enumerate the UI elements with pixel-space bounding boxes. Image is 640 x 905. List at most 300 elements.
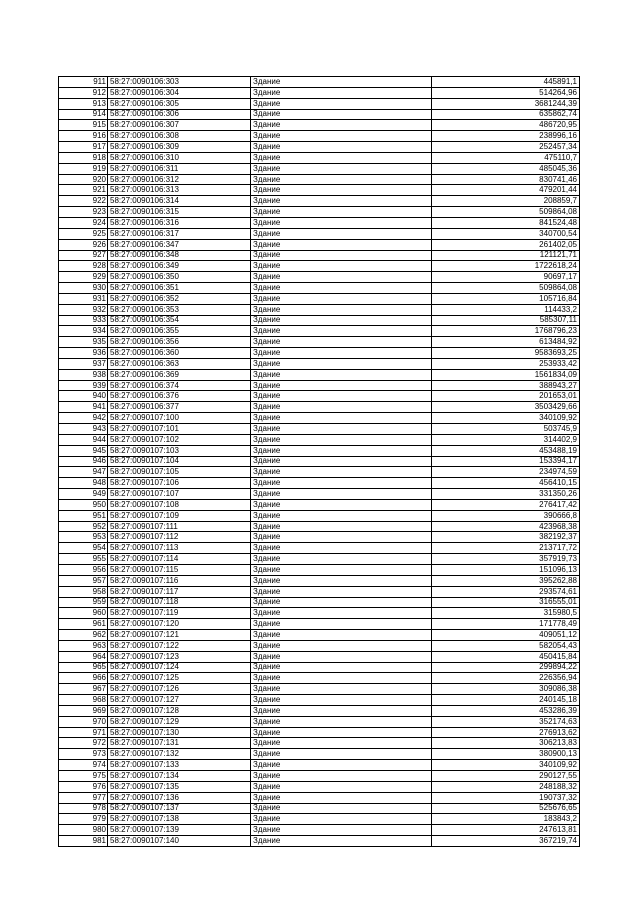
table-row xyxy=(59,98,580,109)
row-number-cell: 912 xyxy=(59,87,108,98)
row-number-cell: 970 xyxy=(59,716,108,727)
cadastral-value-cell: 456410,15 xyxy=(432,478,580,489)
table-row xyxy=(59,152,580,163)
cadastral-number-cell: 58:27:0090106:369 xyxy=(108,369,251,380)
cadastral-value-cell: 276913,62 xyxy=(432,727,580,738)
cadastral-value-cell: 514264,96 xyxy=(432,87,580,98)
object-type-cell: Здание xyxy=(251,402,432,413)
object-type-cell: Здание xyxy=(251,261,432,272)
table-row xyxy=(59,478,580,489)
row-number-cell: 965 xyxy=(59,662,108,673)
row-number-cell: 963 xyxy=(59,640,108,651)
cadastral-value-cell: 485045,36 xyxy=(432,163,580,174)
object-type-cell: Здание xyxy=(251,478,432,489)
cadastral-value-cell: 450415,84 xyxy=(432,651,580,662)
row-number-cell: 961 xyxy=(59,619,108,630)
object-type-cell: Здание xyxy=(251,543,432,554)
cadastral-number-cell: 58:27:0090107:109 xyxy=(108,510,251,521)
object-type-cell: Здание xyxy=(251,608,432,619)
cadastral-value-cell: 253933,42 xyxy=(432,358,580,369)
object-type-cell: Здание xyxy=(251,380,432,391)
table-row xyxy=(59,630,580,641)
object-type-cell: Здание xyxy=(251,293,432,304)
cadastral-number-cell: 58:27:0090106:374 xyxy=(108,380,251,391)
object-type-cell: Здание xyxy=(251,619,432,630)
table-row xyxy=(59,760,580,771)
cadastral-number-cell: 58:27:0090107:114 xyxy=(108,554,251,565)
table-row xyxy=(59,771,580,782)
row-number-cell: 929 xyxy=(59,272,108,283)
object-type-cell: Здание xyxy=(251,196,432,207)
row-number-cell: 937 xyxy=(59,358,108,369)
row-number-cell: 945 xyxy=(59,445,108,456)
cadastral-number-cell: 58:27:0090107:100 xyxy=(108,413,251,424)
cadastral-value-cell: 171778,49 xyxy=(432,619,580,630)
row-number-cell: 954 xyxy=(59,543,108,554)
cadastral-number-cell: 58:27:0090107:113 xyxy=(108,543,251,554)
object-type-cell: Здание xyxy=(251,174,432,185)
row-number-cell: 947 xyxy=(59,467,108,478)
cadastral-value-cell: 293574,61 xyxy=(432,586,580,597)
cadastral-number-cell: 58:27:0090107:126 xyxy=(108,684,251,695)
object-type-cell: Здание xyxy=(251,489,432,500)
document-sheet xyxy=(58,76,580,847)
row-number-cell: 959 xyxy=(59,597,108,608)
table-row xyxy=(59,792,580,803)
row-number-cell: 924 xyxy=(59,217,108,228)
row-number-cell: 968 xyxy=(59,695,108,706)
cadastral-value-cell: 213717,72 xyxy=(432,543,580,554)
row-number-cell: 951 xyxy=(59,510,108,521)
cadastral-number-cell: 58:27:0090106:348 xyxy=(108,250,251,261)
cadastral-value-cell: 151096,13 xyxy=(432,564,580,575)
row-number-cell: 975 xyxy=(59,771,108,782)
row-number-cell: 967 xyxy=(59,684,108,695)
table-row xyxy=(59,499,580,510)
row-number-cell: 972 xyxy=(59,738,108,749)
cadastral-number-cell: 58:27:0090107:125 xyxy=(108,673,251,684)
cadastral-value-cell: 340700,54 xyxy=(432,228,580,239)
row-number-cell: 946 xyxy=(59,456,108,467)
table-row xyxy=(59,543,580,554)
cadastral-number-cell: 58:27:0090106:304 xyxy=(108,87,251,98)
table-row xyxy=(59,250,580,261)
cadastral-value-cell: 299894,22 xyxy=(432,662,580,673)
table-row xyxy=(59,727,580,738)
table-row xyxy=(59,380,580,391)
row-number-cell: 935 xyxy=(59,337,108,348)
row-number-cell: 916 xyxy=(59,131,108,142)
object-type-cell: Здание xyxy=(251,163,432,174)
cadastral-value-cell: 114433,2 xyxy=(432,304,580,315)
cadastral-number-cell: 58:27:0090107:116 xyxy=(108,575,251,586)
cadastral-value-cell: 240145,18 xyxy=(432,695,580,706)
cadastral-number-cell: 58:27:0090107:127 xyxy=(108,695,251,706)
table-row xyxy=(59,510,580,521)
cadastral-number-cell: 58:27:0090106:350 xyxy=(108,272,251,283)
table-row xyxy=(59,673,580,684)
object-type-cell: Здание xyxy=(251,228,432,239)
cadastral-value-cell: 390666,8 xyxy=(432,510,580,521)
cadastral-number-cell: 58:27:0090107:119 xyxy=(108,608,251,619)
cadastral-value-cell: 388943,27 xyxy=(432,380,580,391)
table-row xyxy=(59,87,580,98)
cadastral-value-cell: 841524,48 xyxy=(432,217,580,228)
table-row xyxy=(59,261,580,272)
object-type-cell: Здание xyxy=(251,716,432,727)
row-number-cell: 939 xyxy=(59,380,108,391)
cadastral-value-cell: 582054,43 xyxy=(432,640,580,651)
object-type-cell: Здание xyxy=(251,532,432,543)
object-type-cell: Здание xyxy=(251,597,432,608)
cadastral-value-cell: 290127,55 xyxy=(432,771,580,782)
cadastral-value-cell: 1768796,23 xyxy=(432,326,580,337)
row-number-cell: 915 xyxy=(59,120,108,131)
object-type-cell: Здание xyxy=(251,369,432,380)
row-number-cell: 948 xyxy=(59,478,108,489)
cadastral-number-cell: 58:27:0090107:135 xyxy=(108,781,251,792)
cadastral-value-cell: 340109,92 xyxy=(432,413,580,424)
row-number-cell: 944 xyxy=(59,434,108,445)
row-number-cell: 913 xyxy=(59,98,108,109)
cadastral-number-cell: 58:27:0090106:303 xyxy=(108,77,251,88)
cadastral-number-cell: 58:27:0090107:139 xyxy=(108,825,251,836)
table-row xyxy=(59,467,580,478)
row-number-cell: 921 xyxy=(59,185,108,196)
table-row xyxy=(59,814,580,825)
cadastral-value-cell: 316555,01 xyxy=(432,597,580,608)
cadastral-value-cell: 503745,9 xyxy=(432,424,580,435)
cadastral-value-cell: 238996,16 xyxy=(432,131,580,142)
row-number-cell: 942 xyxy=(59,413,108,424)
row-number-cell: 952 xyxy=(59,521,108,532)
cadastral-value-cell: 90697,17 xyxy=(432,272,580,283)
object-type-cell: Здание xyxy=(251,467,432,478)
table-row xyxy=(59,836,580,847)
cadastral-number-cell: 58:27:0090107:133 xyxy=(108,760,251,771)
object-type-cell: Здание xyxy=(251,456,432,467)
row-number-cell: 928 xyxy=(59,261,108,272)
row-number-cell: 931 xyxy=(59,293,108,304)
cadastral-number-cell: 58:27:0090106:377 xyxy=(108,402,251,413)
object-type-cell: Здание xyxy=(251,749,432,760)
cadastral-number-cell: 58:27:0090106:310 xyxy=(108,152,251,163)
row-number-cell: 938 xyxy=(59,369,108,380)
cadastral-value-cell: 486720,95 xyxy=(432,120,580,131)
object-type-cell: Здание xyxy=(251,87,432,98)
cadastral-number-cell: 58:27:0090106:311 xyxy=(108,163,251,174)
cadastral-number-cell: 58:27:0090106:347 xyxy=(108,239,251,250)
cadastral-value-cell: 314402,9 xyxy=(432,434,580,445)
object-type-cell: Здание xyxy=(251,109,432,120)
cadastral-value-cell: 357919,73 xyxy=(432,554,580,565)
object-type-cell: Здание xyxy=(251,803,432,814)
row-number-cell: 911 xyxy=(59,77,108,88)
table-row xyxy=(59,695,580,706)
object-type-cell: Здание xyxy=(251,792,432,803)
row-number-cell: 920 xyxy=(59,174,108,185)
row-number-cell: 969 xyxy=(59,705,108,716)
cadastral-number-cell: 58:27:0090106:308 xyxy=(108,131,251,142)
table-row xyxy=(59,196,580,207)
row-number-cell: 979 xyxy=(59,814,108,825)
row-number-cell: 941 xyxy=(59,402,108,413)
table-row xyxy=(59,445,580,456)
object-type-cell: Здание xyxy=(251,250,432,261)
row-number-cell: 978 xyxy=(59,803,108,814)
table-row xyxy=(59,575,580,586)
cadastral-number-cell: 58:27:0090106:360 xyxy=(108,348,251,359)
row-number-cell: 927 xyxy=(59,250,108,261)
table-row xyxy=(59,337,580,348)
row-number-cell: 914 xyxy=(59,109,108,120)
table-row xyxy=(59,684,580,695)
row-number-cell: 956 xyxy=(59,564,108,575)
object-type-cell: Здание xyxy=(251,413,432,424)
cadastral-value-cell: 340109,92 xyxy=(432,760,580,771)
table-row xyxy=(59,131,580,142)
object-type-cell: Здание xyxy=(251,424,432,435)
table-row xyxy=(59,217,580,228)
cadastral-number-cell: 58:27:0090107:128 xyxy=(108,705,251,716)
cadastral-number-cell: 58:27:0090107:120 xyxy=(108,619,251,630)
table-row xyxy=(59,554,580,565)
row-number-cell: 917 xyxy=(59,142,108,153)
table-row xyxy=(59,185,580,196)
object-type-cell: Здание xyxy=(251,337,432,348)
row-number-cell: 923 xyxy=(59,207,108,218)
cadastral-number-cell: 58:27:0090107:122 xyxy=(108,640,251,651)
table-row xyxy=(59,326,580,337)
cadastral-number-cell: 58:27:0090106:309 xyxy=(108,142,251,153)
table-row xyxy=(59,749,580,760)
object-type-cell: Здание xyxy=(251,207,432,218)
row-number-cell: 930 xyxy=(59,283,108,294)
row-number-cell: 919 xyxy=(59,163,108,174)
row-number-cell: 949 xyxy=(59,489,108,500)
object-type-cell: Здание xyxy=(251,836,432,847)
row-number-cell: 957 xyxy=(59,575,108,586)
cadastral-value-cell: 183843,2 xyxy=(432,814,580,825)
cadastral-value-cell: 276417,42 xyxy=(432,499,580,510)
table-row xyxy=(59,77,580,88)
table-row xyxy=(59,293,580,304)
cadastral-number-cell: 58:27:0090106:313 xyxy=(108,185,251,196)
row-number-cell: 943 xyxy=(59,424,108,435)
table-row xyxy=(59,651,580,662)
table-row xyxy=(59,358,580,369)
cadastral-number-cell: 58:27:0090106:355 xyxy=(108,326,251,337)
cadastral-number-cell: 58:27:0090107:101 xyxy=(108,424,251,435)
cadastral-number-cell: 58:27:0090106:306 xyxy=(108,109,251,120)
cadastral-number-cell: 58:27:0090107:137 xyxy=(108,803,251,814)
object-type-cell: Здание xyxy=(251,272,432,283)
cadastral-number-cell: 58:27:0090106:314 xyxy=(108,196,251,207)
row-number-cell: 925 xyxy=(59,228,108,239)
cadastral-number-cell: 58:27:0090106:356 xyxy=(108,337,251,348)
table-row xyxy=(59,369,580,380)
cadastral-number-cell: 58:27:0090107:123 xyxy=(108,651,251,662)
object-type-cell: Здание xyxy=(251,315,432,326)
table-row xyxy=(59,120,580,131)
cadastral-value-cell: 509864,08 xyxy=(432,283,580,294)
object-type-cell: Здание xyxy=(251,434,432,445)
cadastral-value-cell: 409051,12 xyxy=(432,630,580,641)
cadastral-number-cell: 58:27:0090106:312 xyxy=(108,174,251,185)
cadastral-value-cell: 479201,44 xyxy=(432,185,580,196)
cadastral-number-cell: 58:27:0090107:111 xyxy=(108,521,251,532)
row-number-cell: 950 xyxy=(59,499,108,510)
object-type-cell: Здание xyxy=(251,283,432,294)
table-row xyxy=(59,825,580,836)
row-number-cell: 940 xyxy=(59,391,108,402)
object-type-cell: Здание xyxy=(251,564,432,575)
cadastral-value-cell: 382192,37 xyxy=(432,532,580,543)
cadastral-value-cell: 423968,38 xyxy=(432,521,580,532)
cadastral-number-cell: 58:27:0090107:130 xyxy=(108,727,251,738)
cadastral-number-cell: 58:27:0090106:376 xyxy=(108,391,251,402)
object-type-cell: Здание xyxy=(251,727,432,738)
row-number-cell: 922 xyxy=(59,196,108,207)
table-row xyxy=(59,315,580,326)
row-number-cell: 953 xyxy=(59,532,108,543)
table-row xyxy=(59,662,580,673)
row-number-cell: 933 xyxy=(59,315,108,326)
row-number-cell: 962 xyxy=(59,630,108,641)
cadastral-number-cell: 58:27:0090106:349 xyxy=(108,261,251,272)
cadastral-value-cell: 331350,26 xyxy=(432,489,580,500)
cadastral-value-cell: 247613,81 xyxy=(432,825,580,836)
cadastral-number-cell: 58:27:0090107:108 xyxy=(108,499,251,510)
object-type-cell: Здание xyxy=(251,131,432,142)
cadastral-number-cell: 58:27:0090107:118 xyxy=(108,597,251,608)
cadastral-number-cell: 58:27:0090107:106 xyxy=(108,478,251,489)
cadastral-number-cell: 58:27:0090106:317 xyxy=(108,228,251,239)
object-type-cell: Здание xyxy=(251,825,432,836)
row-number-cell: 977 xyxy=(59,792,108,803)
cadastral-number-cell: 58:27:0090107:112 xyxy=(108,532,251,543)
table-row xyxy=(59,597,580,608)
table-row xyxy=(59,564,580,575)
cadastral-value-cell: 1722618,24 xyxy=(432,261,580,272)
cadastral-number-cell: 58:27:0090107:121 xyxy=(108,630,251,641)
cadastral-value-cell: 234974,59 xyxy=(432,467,580,478)
object-type-cell: Здание xyxy=(251,98,432,109)
object-type-cell: Здание xyxy=(251,239,432,250)
cadastral-number-cell: 58:27:0090107:136 xyxy=(108,792,251,803)
cadastral-number-cell: 58:27:0090106:354 xyxy=(108,315,251,326)
object-type-cell: Здание xyxy=(251,695,432,706)
cadastral-number-cell: 58:27:0090107:103 xyxy=(108,445,251,456)
cadastral-value-cell: 509864,08 xyxy=(432,207,580,218)
cadastral-value-cell: 208859,7 xyxy=(432,196,580,207)
table-row xyxy=(59,434,580,445)
cadastral-value-cell: 367219,74 xyxy=(432,836,580,847)
object-type-cell: Здание xyxy=(251,77,432,88)
cadastral-value-cell: 252457,34 xyxy=(432,142,580,153)
table-row xyxy=(59,283,580,294)
object-type-cell: Здание xyxy=(251,185,432,196)
table-row xyxy=(59,619,580,630)
cadastral-value-cell: 525676,65 xyxy=(432,803,580,814)
table-row xyxy=(59,239,580,250)
cadastral-number-cell: 58:27:0090107:138 xyxy=(108,814,251,825)
row-number-cell: 966 xyxy=(59,673,108,684)
object-type-cell: Здание xyxy=(251,142,432,153)
table-row xyxy=(59,716,580,727)
cadastral-number-cell: 58:27:0090107:131 xyxy=(108,738,251,749)
cadastral-number-cell: 58:27:0090107:115 xyxy=(108,564,251,575)
object-type-cell: Здание xyxy=(251,705,432,716)
object-type-cell: Здание xyxy=(251,152,432,163)
cadastral-value-cell: 190737,32 xyxy=(432,792,580,803)
object-type-cell: Здание xyxy=(251,391,432,402)
cadastral-value-cell: 613484,92 xyxy=(432,337,580,348)
cadastral-value-cell: 309086,38 xyxy=(432,684,580,695)
row-number-cell: 974 xyxy=(59,760,108,771)
table-row xyxy=(59,304,580,315)
object-type-cell: Здание xyxy=(251,771,432,782)
cadastral-value-cell: 9583693,25 xyxy=(432,348,580,359)
cadastral-value-cell: 1561834,09 xyxy=(432,369,580,380)
cadastral-value-cell: 121121,71 xyxy=(432,250,580,261)
cadastral-value-cell: 306213,83 xyxy=(432,738,580,749)
cadastral-value-cell: 3503429,66 xyxy=(432,402,580,413)
object-type-cell: Здание xyxy=(251,521,432,532)
row-number-cell: 934 xyxy=(59,326,108,337)
cadastral-value-cell: 315980,5 xyxy=(432,608,580,619)
cadastral-number-cell: 58:27:0090106:352 xyxy=(108,293,251,304)
row-number-cell: 936 xyxy=(59,348,108,359)
cadastral-number-cell: 58:27:0090107:107 xyxy=(108,489,251,500)
cadastral-value-cell: 830741,46 xyxy=(432,174,580,185)
table-row xyxy=(59,532,580,543)
cadastral-value-cell: 635862,74 xyxy=(432,109,580,120)
table-row xyxy=(59,272,580,283)
cadastral-value-table xyxy=(58,76,580,847)
table-row xyxy=(59,391,580,402)
cadastral-number-cell: 58:27:0090106:315 xyxy=(108,207,251,218)
row-number-cell: 981 xyxy=(59,836,108,847)
object-type-cell: Здание xyxy=(251,326,432,337)
cadastral-value-cell: 585307,11 xyxy=(432,315,580,326)
cadastral-value-cell: 380900,13 xyxy=(432,749,580,760)
cadastral-number-cell: 58:27:0090106:363 xyxy=(108,358,251,369)
table-row xyxy=(59,803,580,814)
object-type-cell: Здание xyxy=(251,217,432,228)
cadastral-value-cell: 248188,32 xyxy=(432,781,580,792)
cadastral-value-cell: 226356,94 xyxy=(432,673,580,684)
cadastral-number-cell: 58:27:0090107:105 xyxy=(108,467,251,478)
cadastral-number-cell: 58:27:0090106:353 xyxy=(108,304,251,315)
cadastral-value-cell: 105716,84 xyxy=(432,293,580,304)
row-number-cell: 926 xyxy=(59,239,108,250)
cadastral-number-cell: 58:27:0090106:307 xyxy=(108,120,251,131)
object-type-cell: Здание xyxy=(251,662,432,673)
table-row xyxy=(59,163,580,174)
cadastral-value-cell: 445891,1 xyxy=(432,77,580,88)
object-type-cell: Здание xyxy=(251,814,432,825)
table-row xyxy=(59,207,580,218)
cadastral-number-cell: 58:27:0090107:117 xyxy=(108,586,251,597)
cadastral-number-cell: 58:27:0090107:104 xyxy=(108,456,251,467)
table-row xyxy=(59,424,580,435)
cadastral-value-cell: 261402,05 xyxy=(432,239,580,250)
object-type-cell: Здание xyxy=(251,499,432,510)
row-number-cell: 973 xyxy=(59,749,108,760)
cadastral-number-cell: 58:27:0090106:305 xyxy=(108,98,251,109)
table-row xyxy=(59,456,580,467)
